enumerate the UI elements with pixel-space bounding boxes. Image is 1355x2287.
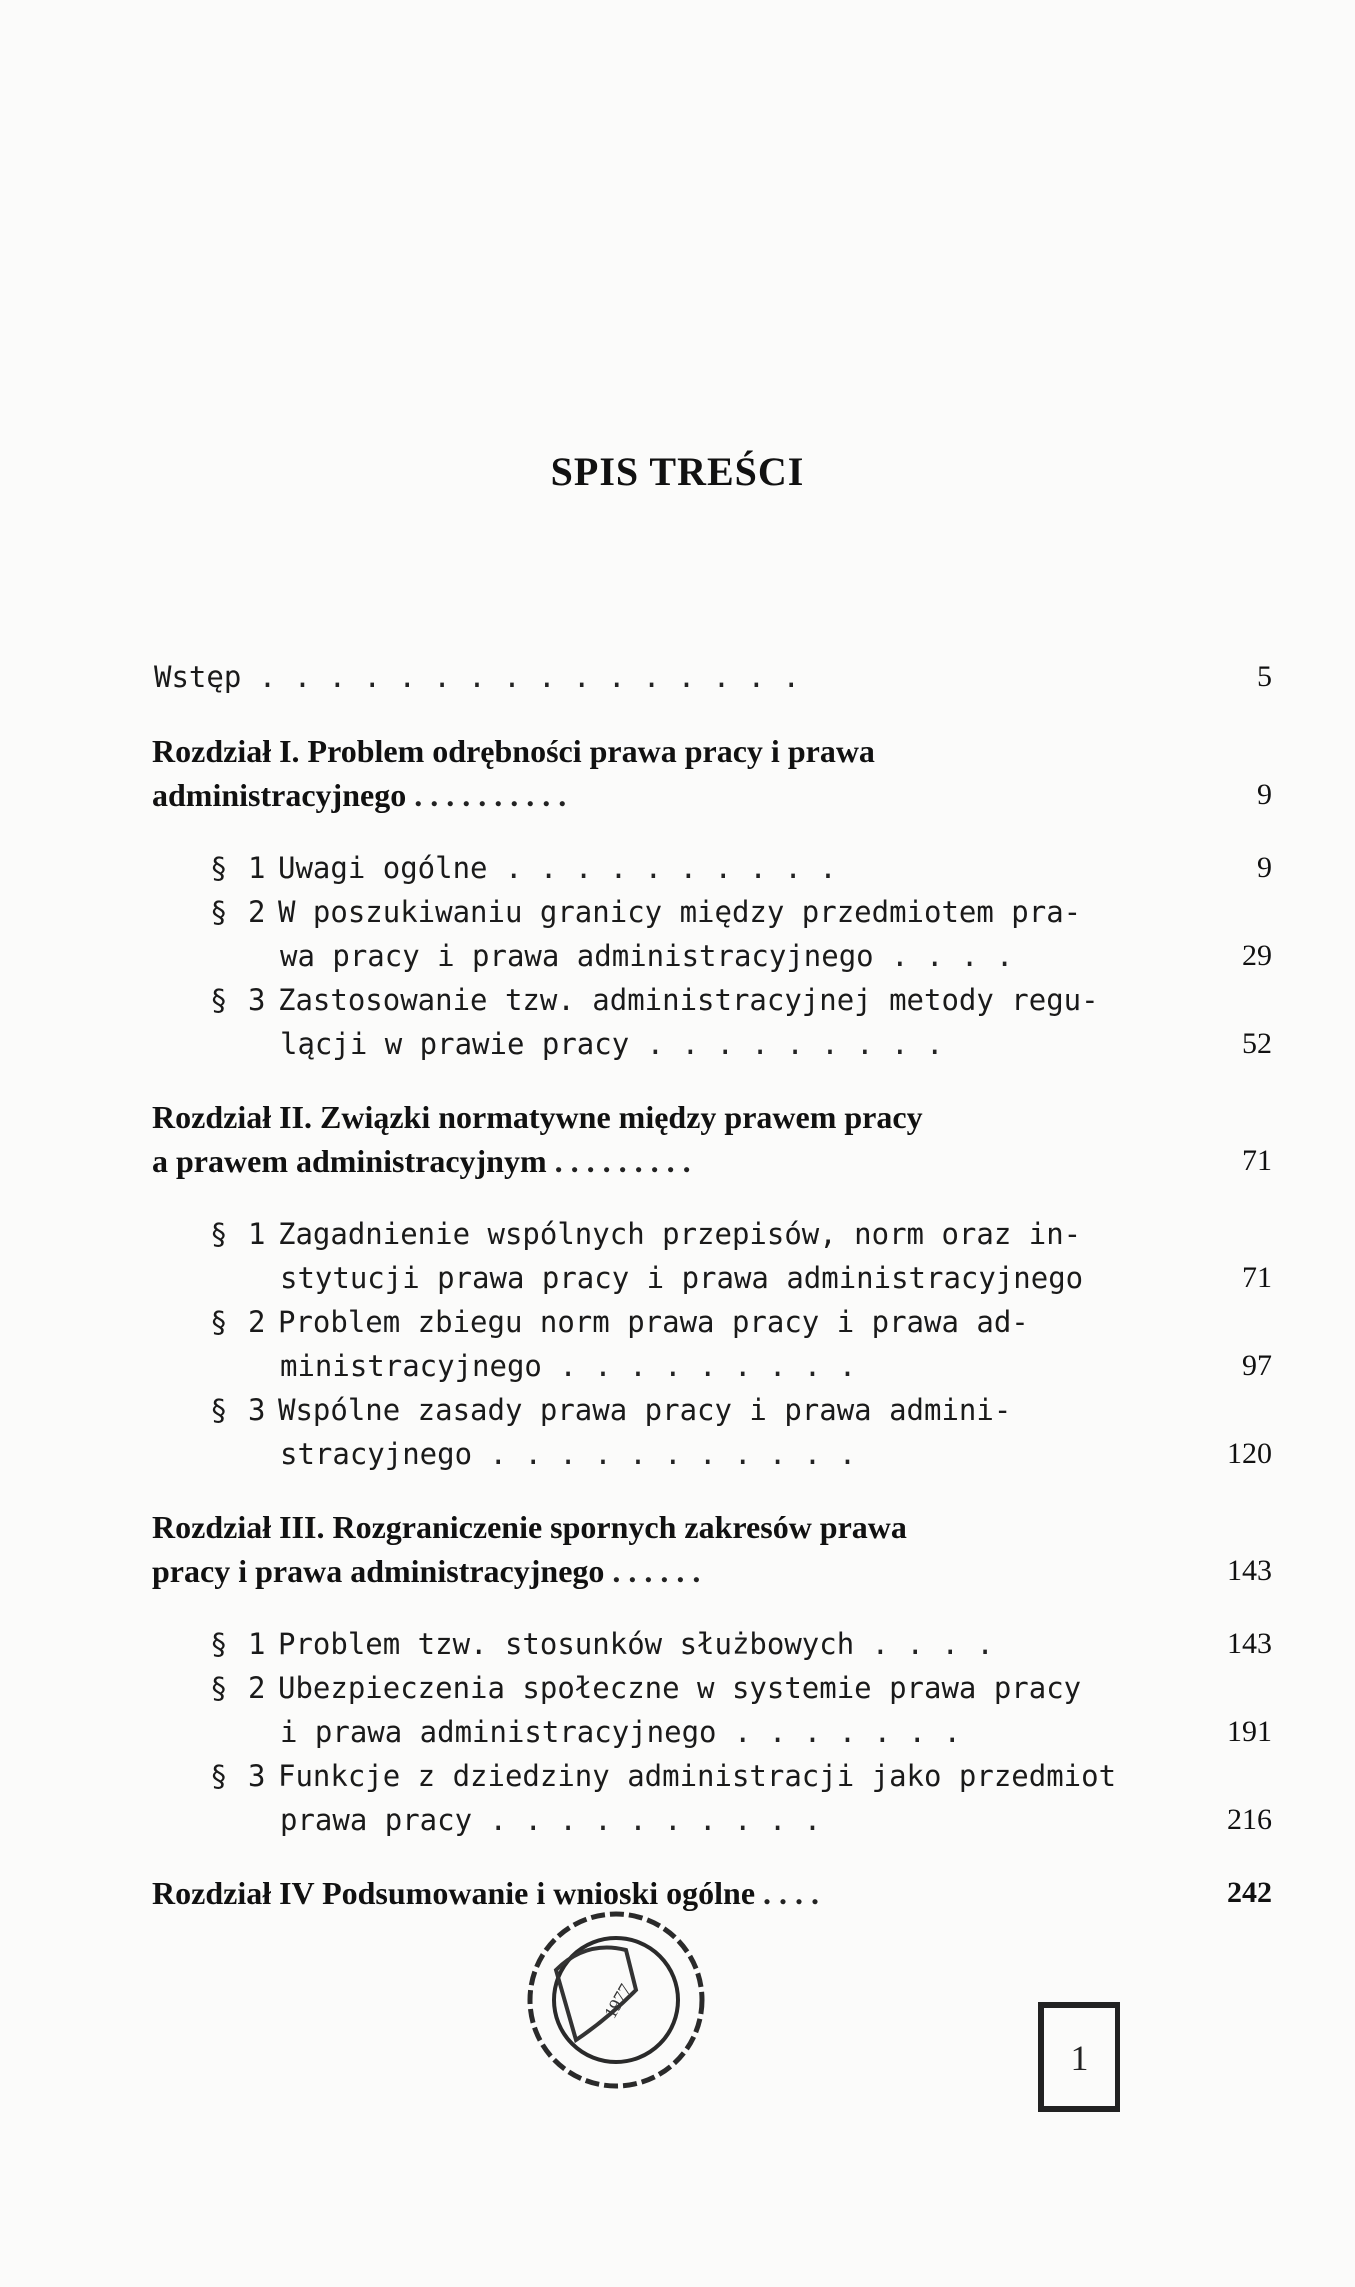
catalog-mark: 1 <box>1070 2038 1089 2078</box>
page-title: SPIS TREŚCI <box>550 449 805 494</box>
page-number: 5 <box>1257 660 1272 693</box>
intro-entry-line <box>154 655 1162 699</box>
entry-text: W poszukiwaniu granicy między przedmiotem pra- <box>278 895 1082 929</box>
svg-text:1977: 1977 <box>600 1980 636 2022</box>
page-number: 9 <box>1257 778 1272 811</box>
entry-text: Wspólne zasady prawa pracy i prawa admini- <box>278 1393 1012 1427</box>
section-number: 1 <box>248 1627 266 1661</box>
page-number: 29 <box>1242 939 1272 972</box>
page-number: 9 <box>1257 851 1272 884</box>
section-number: 3 <box>248 1393 266 1427</box>
entry-text: Rozdział II. Związki normatywne między prawem pracy <box>152 1099 923 1135</box>
section-entry-line <box>210 978 1162 1022</box>
entry-text: i prawa administracyjnego <box>280 1715 717 1749</box>
section-symbol: § <box>210 1217 228 1251</box>
entry-text: prawa pracy <box>280 1803 473 1837</box>
entry-text: Ubezpieczenia społeczne w systemie prawa pracy <box>278 1671 1082 1705</box>
dot-leader: . . . . . . . . . . . . . . . . <box>241 660 801 694</box>
entry-text: stracyjnego <box>280 1437 473 1471</box>
section-entry-line <box>210 1300 1162 1344</box>
section-symbol: § <box>210 1759 228 1793</box>
chapter-entry-line <box>152 1139 1162 1183</box>
entry-text: Zagadnienie wspólnych przepisów, norm oraz in- <box>278 1217 1082 1251</box>
section-entry-line <box>210 1388 1162 1432</box>
entry-text: Zastosowanie tzw. administracyjnej metody regu- <box>278 983 1099 1017</box>
page-number: 216 <box>1227 1803 1272 1836</box>
entry-text: Rozdział III. Rozgraniczenie spornych zakresów prawa <box>152 1509 907 1545</box>
section-symbol: § <box>210 1627 228 1661</box>
dot-leader: . . . . <box>755 1875 820 1911</box>
chapter-entry-line <box>152 773 1162 817</box>
entry-text: Uwagi ogólne <box>278 851 488 885</box>
section-entry-line <box>210 846 1162 890</box>
dot-leader: . . . . . . . . . <box>629 1027 944 1061</box>
entry-text: Rozdział I. Problem odrębności prawa pracy i prawa <box>152 733 875 769</box>
section-symbol: § <box>210 1671 228 1705</box>
section-symbol: § <box>210 1305 228 1339</box>
section-number: 1 <box>248 851 266 885</box>
dot-leader: . . . . . . . <box>716 1715 961 1749</box>
section-entry-line <box>280 934 1162 978</box>
section-entry-line <box>280 1256 1162 1300</box>
page-number: 143 <box>1227 1554 1272 1587</box>
page-number: 97 <box>1242 1349 1272 1382</box>
section-entry-line <box>210 1754 1162 1798</box>
dot-leader: . . . . . . . . . <box>541 1349 857 1383</box>
page-number: 143 <box>1227 1627 1272 1660</box>
section-entry-line <box>210 1212 1162 1256</box>
entry-text: Wstęp <box>154 660 242 694</box>
section-number: 1 <box>248 1217 266 1251</box>
dot-leader: . . . . . . . . . . <box>406 777 567 813</box>
library-stamp-icon <box>516 1900 716 2100</box>
entry-text: Problem zbiegu norm prawa pracy i prawa ad- <box>278 1305 1029 1339</box>
entry-text: pracy i prawa administracyjnego <box>152 1553 605 1589</box>
section-symbol: § <box>210 851 228 885</box>
chapter-entry-line <box>152 1549 1162 1593</box>
dot-leader: . . . . . . . . . . . <box>472 1437 857 1471</box>
page-number: 52 <box>1242 1027 1272 1060</box>
section-entry-line <box>210 890 1162 934</box>
section-entry-line <box>210 1622 1162 1666</box>
chapter-entry-line <box>152 729 1162 773</box>
entry-text: Problem tzw. stosunków służbowych <box>278 1627 855 1661</box>
dot-leader: . . . . . . <box>604 1553 701 1589</box>
section-entry-line <box>280 1344 1162 1388</box>
entry-text: a prawem administracyjnym <box>152 1143 547 1179</box>
section-entry-line <box>280 1798 1162 1842</box>
page-number: 71 <box>1242 1261 1272 1294</box>
page-number: 191 <box>1227 1715 1272 1748</box>
dot-leader: . . . . . . . . . <box>546 1143 691 1179</box>
entry-text: administracyjnego <box>152 777 407 813</box>
dot-leader: . . . . <box>854 1627 994 1661</box>
chapter-entry-line <box>152 1505 1162 1549</box>
catalog-mark-box <box>1038 2002 1120 2112</box>
dot-leader: . . . . . . . . . . <box>487 851 837 885</box>
page-number: 242 <box>1227 1876 1272 1909</box>
section-entry-line <box>280 1710 1162 1754</box>
section-entry-line <box>280 1022 1162 1066</box>
section-symbol: § <box>210 983 228 1017</box>
section-number: 3 <box>248 1759 266 1793</box>
section-symbol: § <box>210 895 228 929</box>
section-entry-line <box>210 1666 1162 1710</box>
section-number: 2 <box>248 1305 266 1339</box>
entry-text: ministracyjnego <box>280 1349 542 1383</box>
entry-text: Funkcje z dziedziny administracji jako przedmiot <box>278 1759 1117 1793</box>
section-symbol: § <box>210 1393 228 1427</box>
page-number: 71 <box>1242 1144 1272 1177</box>
entry-text: Rozdział IV Podsumowanie i wnioski ogólne <box>152 1875 756 1911</box>
section-number: 2 <box>248 895 266 929</box>
page-number: 120 <box>1227 1437 1272 1470</box>
dot-leader: . . . . <box>873 939 1014 973</box>
section-number: 3 <box>248 983 266 1017</box>
section-number: 2 <box>248 1671 266 1705</box>
chapter-entry-line <box>152 1095 1162 1139</box>
entry-text: wa pracy i prawa administracyjnego <box>280 939 874 973</box>
section-entry-line <box>280 1432 1162 1476</box>
dot-leader: . . . . . . . . . . <box>472 1803 822 1837</box>
entry-text: stytucji prawa pracy i prawa administracyjnego <box>280 1261 1084 1295</box>
entry-text: lącji w prawie pracy <box>280 1027 630 1061</box>
